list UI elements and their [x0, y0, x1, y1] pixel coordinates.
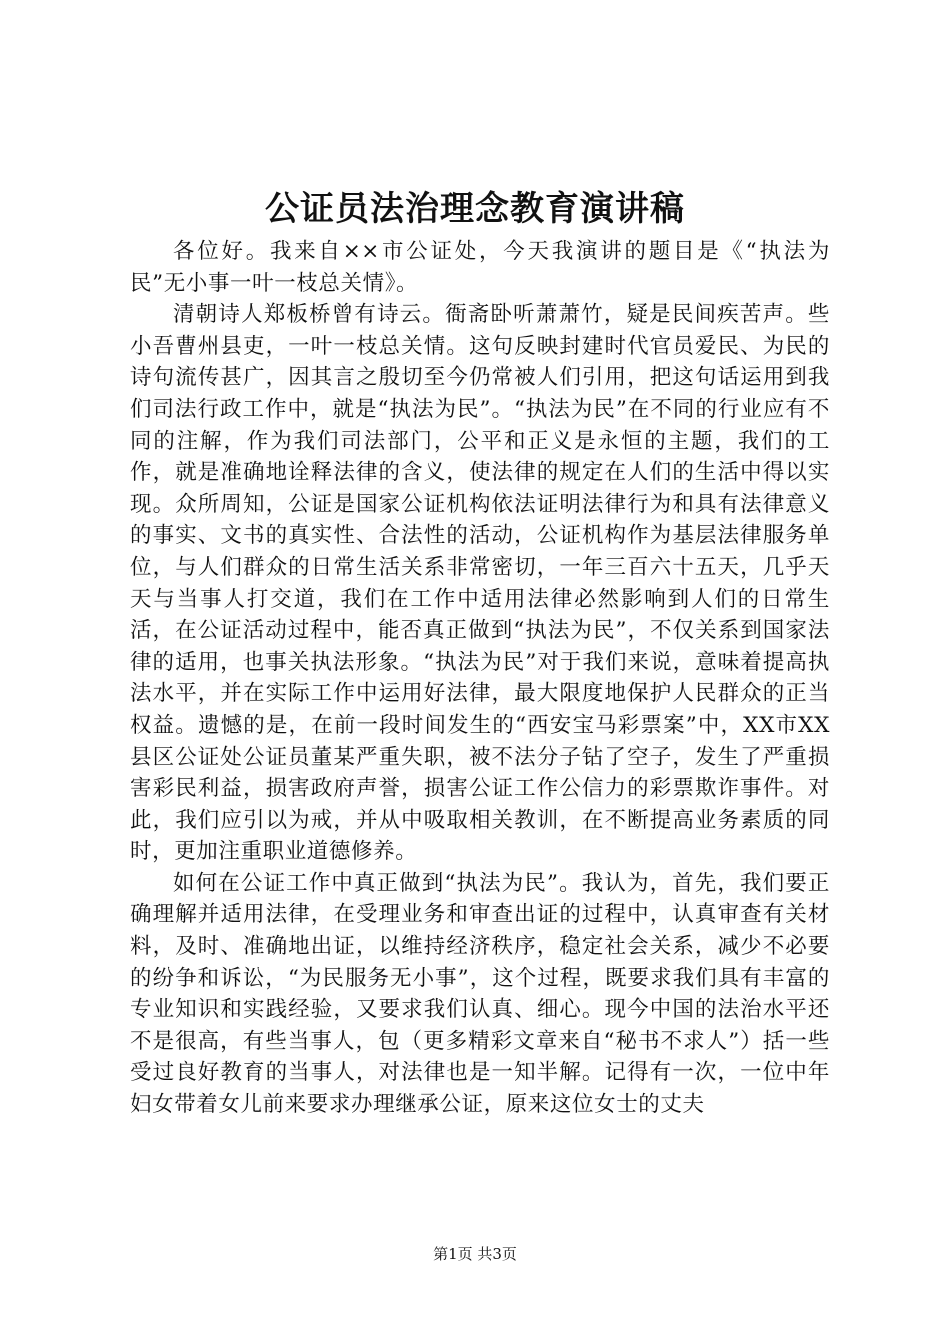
document-title: 公证员法治理念教育演讲稿 — [265, 189, 685, 229]
page-footer: 第1页 共3页 — [433, 1245, 517, 1263]
paragraph-greeting: 各位好。我来自××市公证处，今天我演讲的题目是《“执法为民”无小事一叶一枝总关情》。 — [130, 239, 830, 296]
paragraph-how-to: 如何在公证工作中真正做到“执法为民”。我认为，首先，我们要正确理解并适用法律，在受理业务和审查出证的过程中，认真审查有关材料，及时、准确地出证，以维持经济秩序，稳定社会关系，减少不必要的纷争和诉讼，“为民服务无小事”，这个过程，既要求我们具有丰富的专业知识和实践经验，又要求我们认真、细心。现今中国的法治水平还不是很高，有些当事人，包（更多精彩文章来自“秘书不求人”）括一些受过良好教育的当事人，对法律也是一知半解。记得有一次，一位中年妇女带着女儿前来要求办理继承公证，原来这位女士的丈夫 — [130, 870, 830, 1118]
paragraph-body: 清朝诗人郑板桥曾有诗云。衙斋卧听萧萧竹，疑是民间疾苦声。些小吾曹州县吏，一叶一枝总关情。这句反映封建时代官员爱民、为民的诗句流传甚广，因其言之殷切至今仍常被人们引用，把这句话运用到我们司法行政工作中，就是“执法为民”。“执法为民”在不同的行业应有不同的注解，作为我们司法部门，公平和正义是永恒的主题，我们的工作，就是准确地诠释法律的含义，使法律的规定在人们的生活中得以实现。众所周知，公证是国家公证机构依法证明法律行为和具有法律意义的事实、文书的真实性、合法性的活动，公证机构作为基层法律服务单位，与人们群众的日常生活关系非常密切，一年三百六十五天，几乎天天与当事人打交道，我们在工作中适用法律必然影响到人们的日常生活，在公证活动过程中，能否真正做到“执法为民”，不仅关系到国家法律的适用，也事关执法形象。“执法为民”对于我们来说，意味着提高执法水平，并在实际工作中运用好法律，最大限度地保护人民群众的正当权益。遗憾的是，在前一段时间发生的“西安宝马彩票案”中，XX市XX县区公证处公证员董某严重失职，被不法分子钻了空子，发生了严重损害彩民利益，损害政府声誉，损害公证工作公信力的彩票欺诈事件。对此，我们应引以为戒，并从中吸取相关教训，在不断提高业务素质的同时，更加注重职业道德修养。 — [130, 302, 830, 865]
document-body — [130, 236, 830, 1121]
